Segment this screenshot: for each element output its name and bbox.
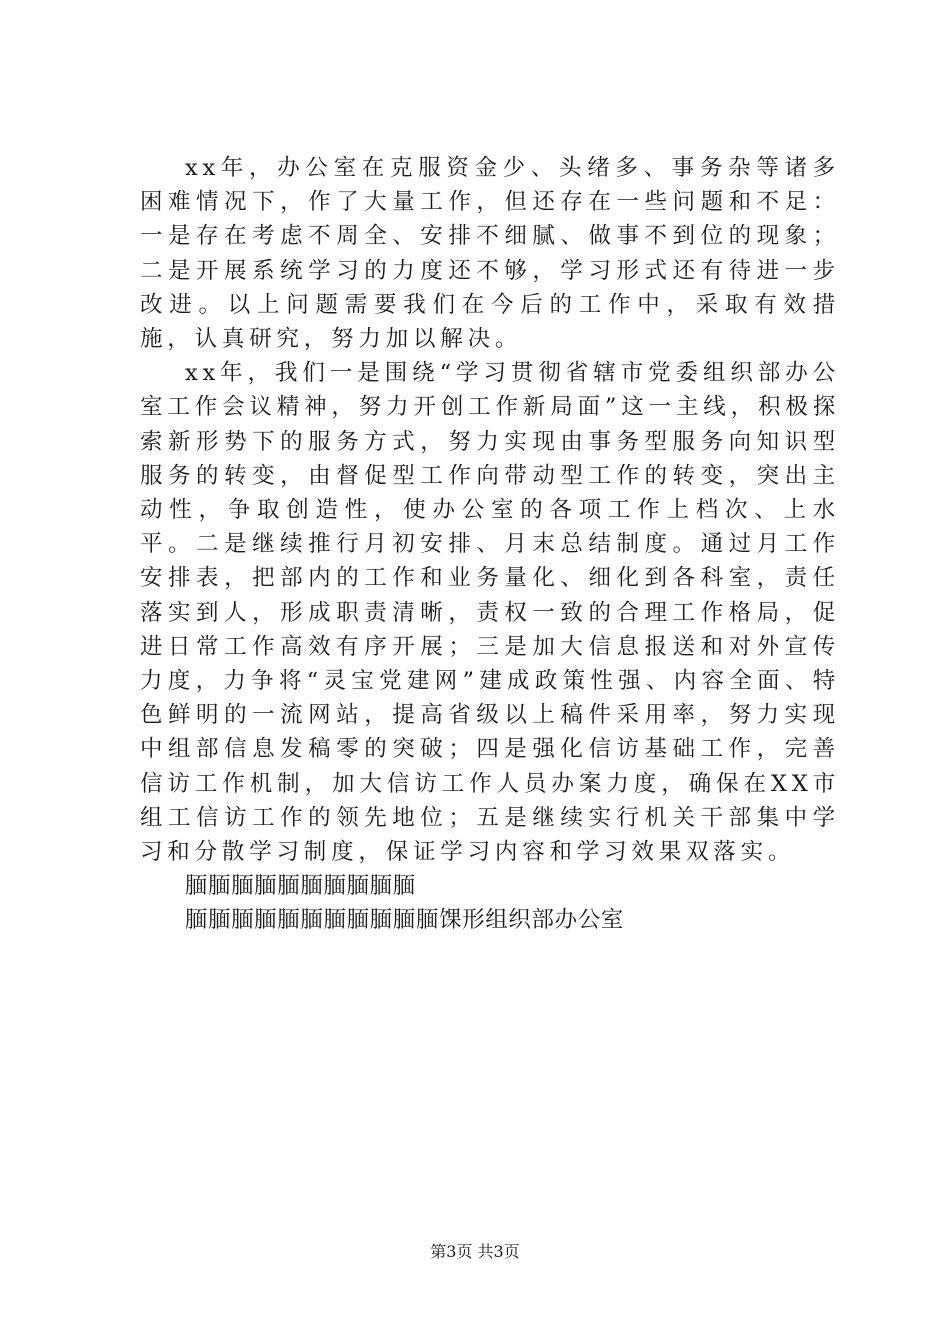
filler-line: 腼腼腼腼腼腼腼腼腼腼 <box>185 873 417 900</box>
signature-line: 腼腼腼腼腼腼腼腼腼腼腼馃形组织部办公室 <box>185 907 624 934</box>
page-footer: 第3页 共3页 <box>430 1242 520 1261</box>
paragraph-plan: xx年，我们一是围绕“学习贯彻省辖市党委组织部办公室工作会议精神，努力开创工作新局面”这一主线，积极探索新形势下的服务方式，努力实现由事务型服务向知识型服务的转变，由督促型工作向带动型工作的转变，突出主动性，争取创造性，使办公室的各项工作上档次、上水平。二是继续推行月初安排、月末总结制度。通过月工作安排表，把部内的工作和业务量化、细化到各科室，责任落实到人，形成职责清晰，责权一致的合理工作格局，促进日常工作高效有序开展；三是加大信息报送和对外宣传力度，力争将“灵宝党建网”建成政策性强、内容全面、特色鲜明的一流网站，提高省级以上稿件采用率，努力实现中组部信息发稿零的突破；四是强化信访基础工作，完善信访工作机制，加大信访工作人员办案力度，确保在XX市组工信访工作的领先地位；五是继续实行机关干部集中学习和分散学习制度，保证学习内容和学习效果双落实。 <box>140 360 840 866</box>
document-body <box>140 151 840 938</box>
paragraph-summary: xx年，办公室在克服资金少、头绪多、事务杂等诸多困难情况下，作了大量工作，但还存在一些问题和不足：一是存在考虑不周全、安排不细腻、做事不到位的现象；二是开展系统学习的力度还不够，学习形式还有待进一步改进。以上问题需要我们在今后的工作中，采取有效措施，认真研究，努力加以解决。 <box>140 155 840 353</box>
